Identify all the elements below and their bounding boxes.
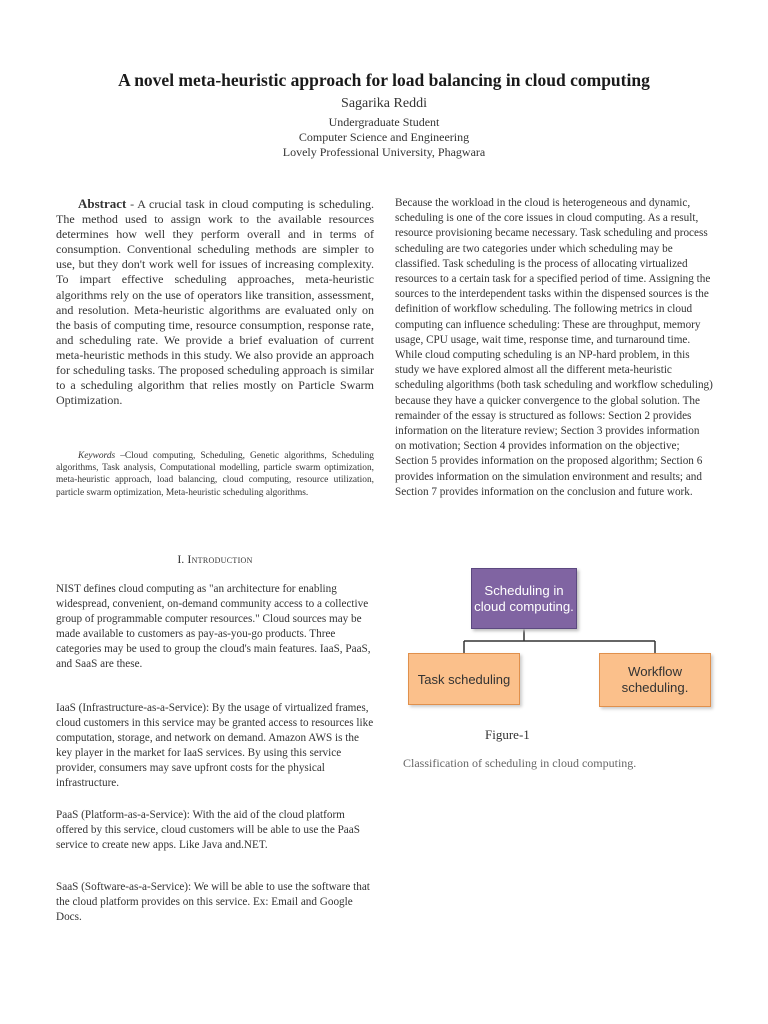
node-workflow-scheduling: Workflow scheduling. [599,653,711,707]
keywords [56,450,374,499]
right-column-text: Because the workload in the cloud is heterogeneous and dynamic, scheduling is one of the core issues in cloud computing. As a result, resource provisioning became necessary. Task scheduling and process scheduling are two categories under which scheduling may be classified. Task scheduling is the process of allocating virtualized resources to a certain task for a specified period of time. Assigning the sources to the interdependent tasks within the dispensed sources is the definition of workflow scheduling. The following metrics in cloud computing can influence scheduling: These are throughput, memory usage, CPU usage, wait time, response time, and turnaround time. While cloud computing scheduling is an NP-hard problem, in this study we have explored almost all the different meta-heuristic scheduling algorithms (both task scheduling and workflow scheduling) because they have a quicker convergence to the global solution. The remainder of the essay is structured as follows: Section 2 provides information on the literature review; Section 3 provides information on motivation; Section 4 provides information on the objective; Section 5 provides information on the proposed algorithm; Section 6 provides information on the simulation environment and results; and Section 7 provides information on the conclusion and future work. [395,197,713,498]
paper-title: A novel meta-heuristic approach for load balancing in cloud computing [118,70,650,90]
intro-paragraph-saas: SaaS (Software-as-a-Service): We will be able to use the software that the cloud platform provides on this service. Ex: Email and Google Docs. [56,881,370,923]
node-task-scheduling: Task scheduling [408,653,520,705]
abstract-label: Abstract [78,196,127,211]
abstract-text: - A crucial task in cloud computing is scheduling. The method used to assign work to the available resources determines how well they perform overall and in terms of consumption. Conventional scheduling methods are simpler to use, but they don't work well for issues of increasing complexity. To impart effective scheduling approaches, meta-heuristic algorithms rely on the use of operators like transition, assessment, and resolution. Meta-heuristic algorithms are evaluated only on the basis of computing time, resource consumption, response rate, and scheduling rate. We provide a brief evaluation of current meta-heuristic methods in this study. We also provide an approach for scheduling tasks. The proposed scheduling approach is similar to a scheduling algorithm that relies mostly on Particle Swarm Optimization. [56,197,374,408]
affiliation-line-1: Undergraduate Student [328,115,440,129]
intro-paragraph-paas: PaaS (Platform-as-a-Service): With the aid of the cloud platform offered by this service, cloud customers will be able to use the PaaS service to create new apps. Like Java and.NET. [56,809,360,851]
section-title: Introduction [187,552,253,566]
node-scheduling-in-cloud-computing: Scheduling in cloud computing. [471,568,577,629]
figure-label: Figure-1 [485,727,530,742]
intro-paragraph-1: NIST defines cloud computing as "an architecture for enabling widespread, convenient, on-demand community access to a collective group of programmable computer resources." Cloud sources may be made available to customers as pay-as-you-go products. Three categories may be used to group the cloud's main features. IaaS, PaaS, and SaaS are these. [56,583,371,670]
author-name: Sagarika Reddi [341,96,427,111]
abstract [56,196,374,408]
section-heading [56,552,374,567]
keywords-label: Keywords [78,451,116,461]
figure-caption: Classification of scheduling in cloud computing. [403,756,637,770]
keywords-text: –Cloud computing, Scheduling, Genetic algorithms, Scheduling algorithms, Task analysis, Computational modelling, particle swarm optimization, meta-heuristic approach, load balancing, cloud computing, resource utilization, particle swarm optimization, Meta-heuristic scheduling algorithms. [56,451,374,498]
affiliation-line-2: Computer Science and Engineering [298,130,470,144]
scheduling-diagram [400,567,718,715]
intro-paragraph-iaas: IaaS (Infrastructure-as-a-Service): By the usage of virtualized frames, cloud customers in this service may be granted access to resources like computation, storage, and network on demand. Amazon AWS is the key player in the market for IaaS services. By using this service provider, consumers may save upfront costs for the physical infrastructure. [56,702,374,789]
section-number: I. [177,552,185,566]
affiliation-line-3: Lovely Professional University, Phagwara [282,145,486,159]
